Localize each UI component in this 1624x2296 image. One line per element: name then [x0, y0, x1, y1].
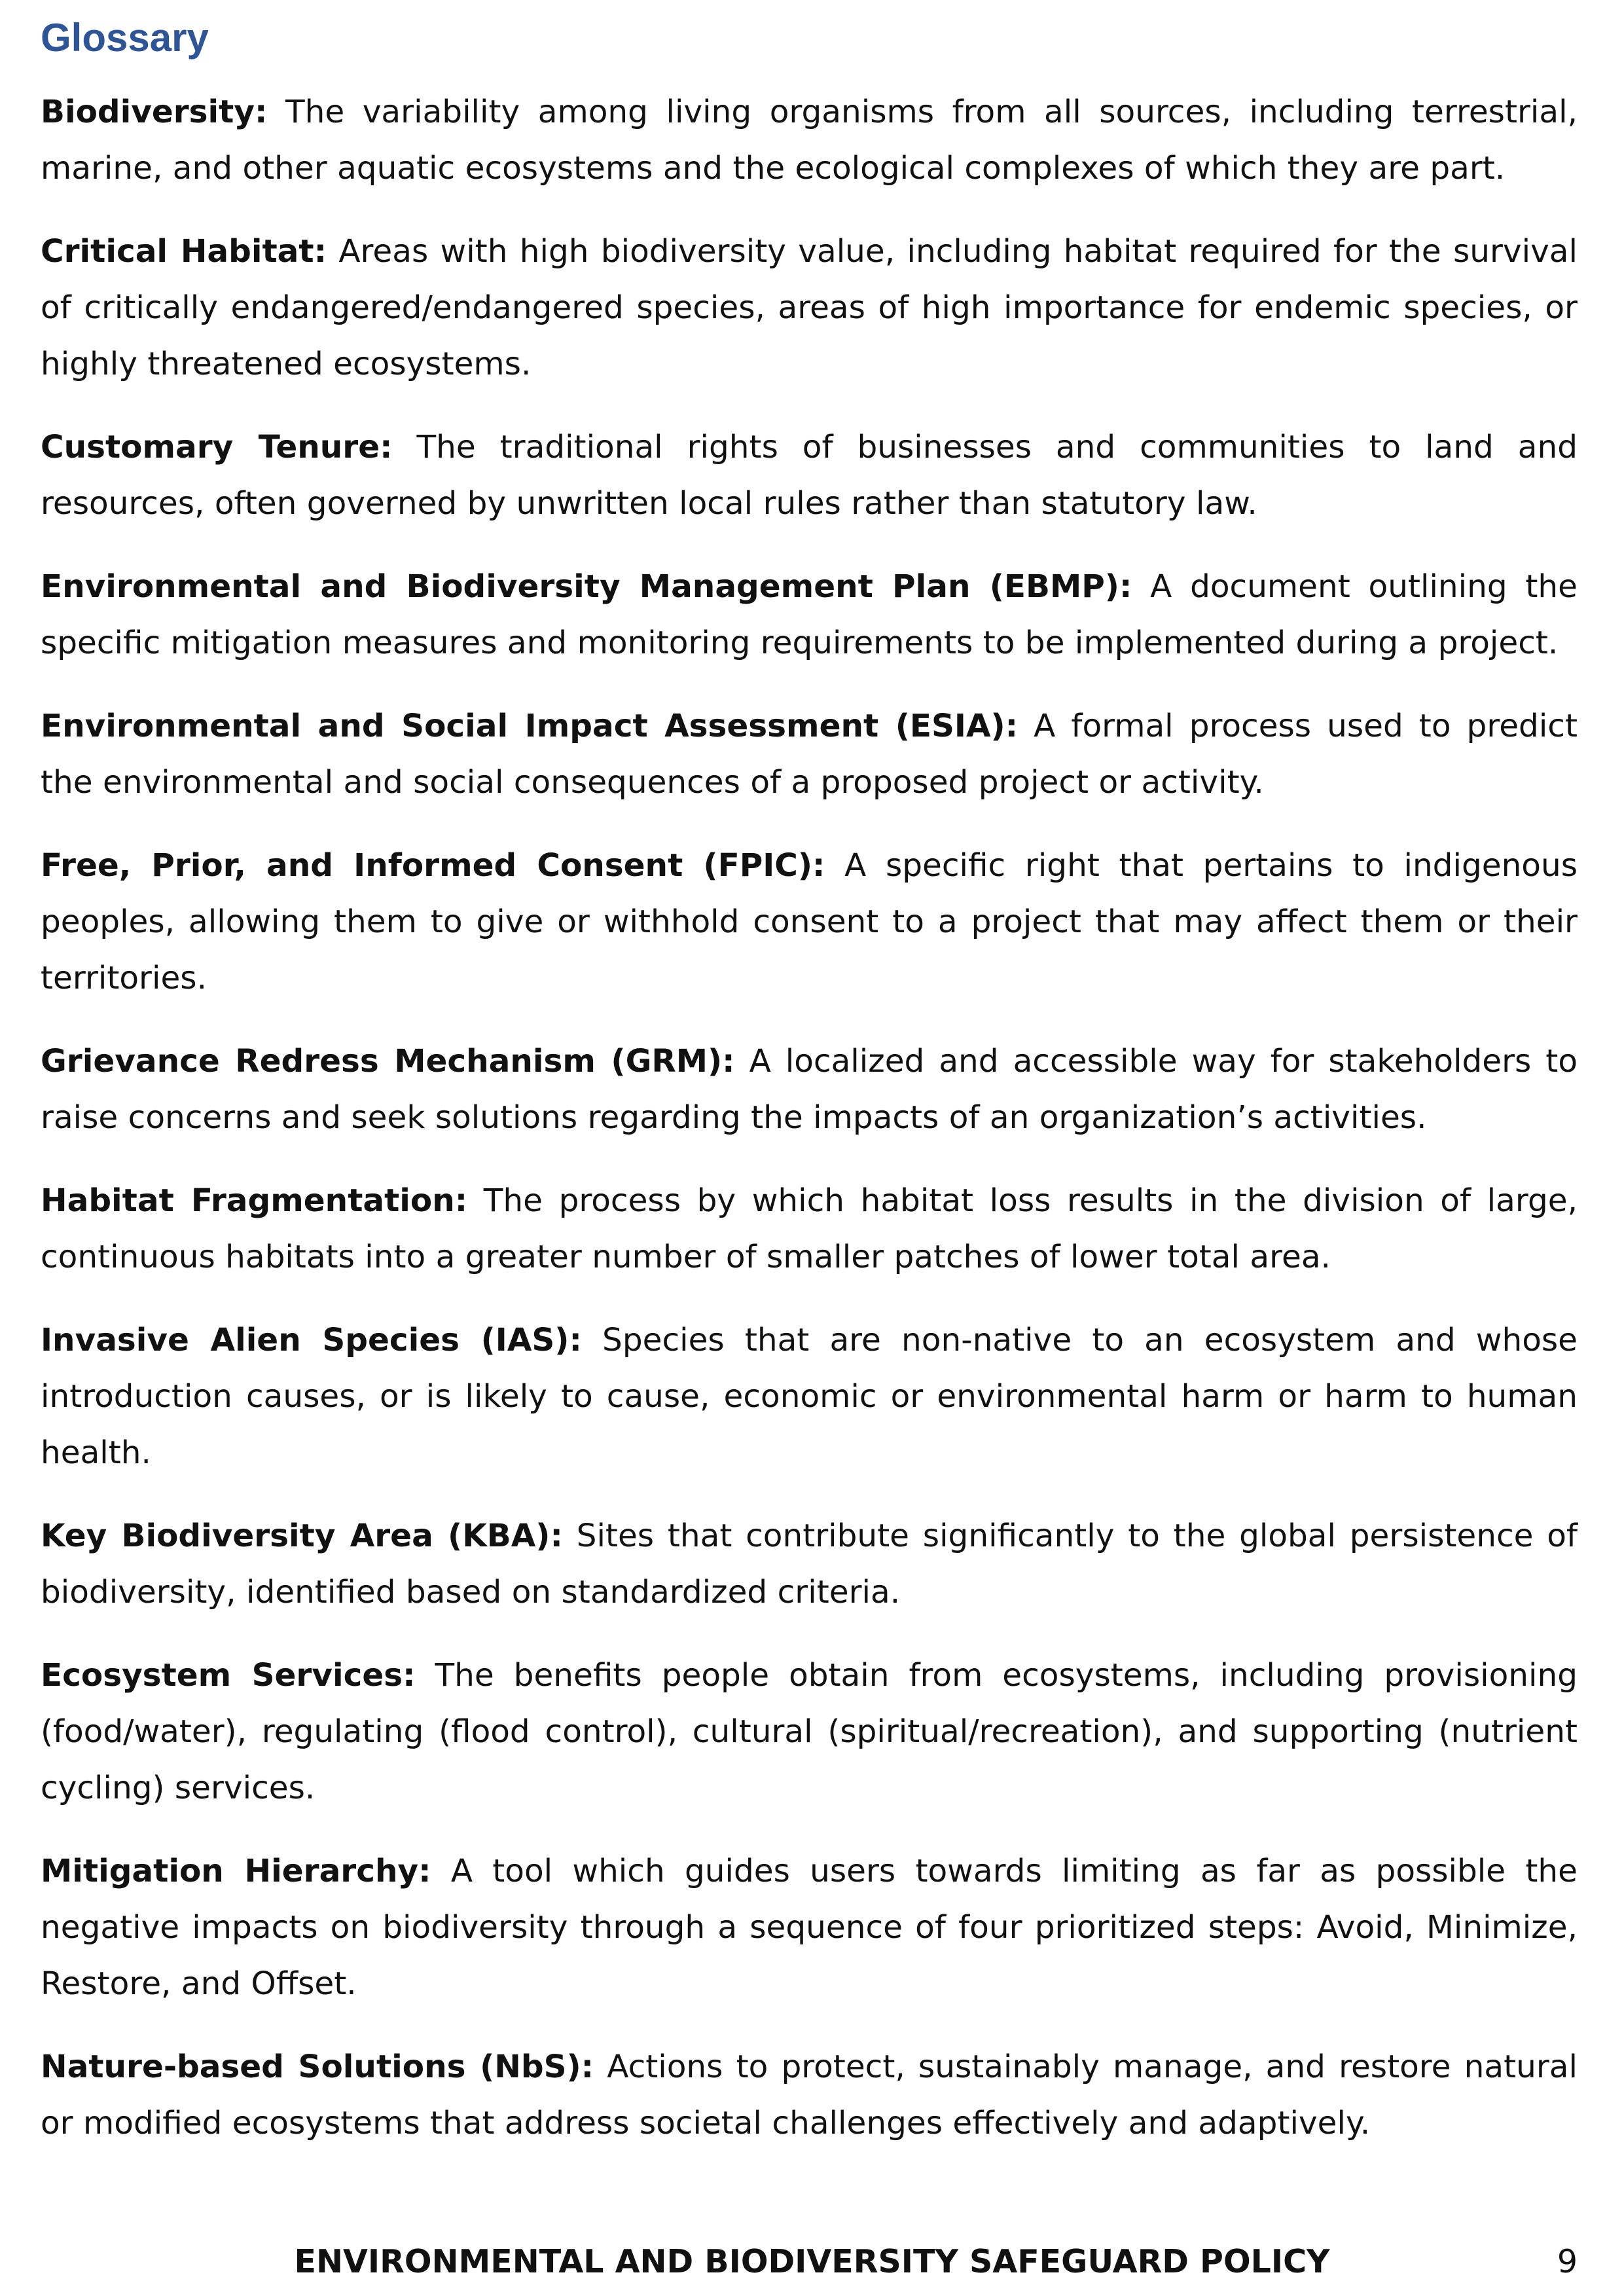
glossary-entry	[41, 223, 1578, 392]
glossary-definition: A document outlining the specific mitigation measures and monitoring requirements to be implemented during a project.	[41, 568, 1578, 661]
glossary-term: Environmental and Biodiversity Management Plan (EBMP):	[41, 568, 1132, 605]
glossary-term: Critical Habitat:	[41, 233, 327, 270]
glossary-entry	[41, 1312, 1578, 1481]
glossary-definition: Sites that contribute significantly to the global persistence of biodiversity, identified based on standardized criteria.	[41, 1518, 1578, 1611]
glossary-definition: Actions to protect, sustainably manage, and restore natural or modified ecosystems that address societal challenges effectively and adaptively.	[41, 2049, 1578, 2141]
glossary-entry	[41, 698, 1578, 811]
footer-title: ENVIRONMENTAL AND BIODIVERSITY SAFEGUARD POLICY	[294, 2243, 1330, 2280]
glossary-definition: A localized and accessible way for stakeholders to raise concerns and seek solutions regarding the impacts of an organization’s activities.	[41, 1043, 1578, 1136]
glossary-term: Nature-based Solutions (NbS):	[41, 2049, 594, 2085]
glossary-entry	[41, 2039, 1578, 2151]
glossary-term: Free, Prior, and Informed Consent (FPIC):	[41, 847, 825, 884]
glossary-entry	[41, 558, 1578, 671]
glossary-term: Biodiversity:	[41, 94, 268, 130]
glossary-term: Mitigation Hierarchy:	[41, 1853, 431, 1889]
glossary-entry	[41, 419, 1578, 532]
glossary-term: Key Biodiversity Area (KBA):	[41, 1518, 563, 1554]
page-number: 9	[1557, 2243, 1578, 2280]
glossary-entry	[41, 837, 1578, 1006]
glossary-entry	[41, 84, 1578, 196]
glossary-definition: Areas with high biodiversity value, including habitat required for the survival of critically endangered/endangered species, areas of high importance for endemic species, or highly threatened ecosystems.	[41, 233, 1578, 382]
glossary-definition: Species that are non-native to an ecosystem and whose introduction causes, or is likely to cause, economic or environmental harm or harm to human health.	[41, 1322, 1578, 1471]
glossary-entry	[41, 1033, 1578, 1146]
glossary-entry	[41, 1647, 1578, 1816]
glossary-term: Environmental and Social Impact Assessment (ESIA):	[41, 708, 1019, 744]
glossary-entry	[41, 1508, 1578, 1620]
glossary-term: Customary Tenure:	[41, 429, 393, 465]
glossary-definition: The benefits people obtain from ecosystems, including provisioning (food/water), regulating (flood control), cultural (spiritual/recreation), and supporting (nutrient cycling) services.	[41, 1657, 1578, 1806]
glossary-definition: A specific right that pertains to indigenous peoples, allowing them to give or withhold consent to a project that may affect them or their territories.	[41, 847, 1578, 996]
glossary-list	[41, 84, 1578, 2178]
glossary-entry	[41, 1843, 1578, 2012]
glossary-term: Ecosystem Services:	[41, 1657, 416, 1694]
glossary-entry	[41, 1173, 1578, 1285]
page-footer	[0, 2239, 1624, 2285]
glossary-definition: A tool which guides users towards limiting as far as possible the negative impacts on biodiversity through a sequence of four prioritized steps: Avoid, Minimize, Restore, and Offset.	[41, 1853, 1578, 2002]
glossary-term: Grievance Redress Mechanism (GRM):	[41, 1043, 735, 1080]
glossary-definition: The process by which habitat loss results in the division of large, continuous habitats into a greater number of smaller patches of lower total area.	[41, 1182, 1578, 1275]
glossary-definition: The traditional rights of businesses and communities to land and resources, often governed by unwritten local rules rather than statutory law.	[41, 429, 1578, 522]
glossary-definition: A formal process used to predict the environmental and social consequences of a proposed project or activity.	[41, 708, 1578, 801]
page-title: Glossary	[41, 16, 209, 60]
glossary-definition: The variability among living organisms from all sources, including terrestrial, marine, and other aquatic ecosystems and the ecological complexes of which they are part.	[41, 94, 1578, 187]
glossary-term: Habitat Fragmentation:	[41, 1182, 468, 1219]
glossary-term: Invasive Alien Species (IAS):	[41, 1322, 582, 1358]
